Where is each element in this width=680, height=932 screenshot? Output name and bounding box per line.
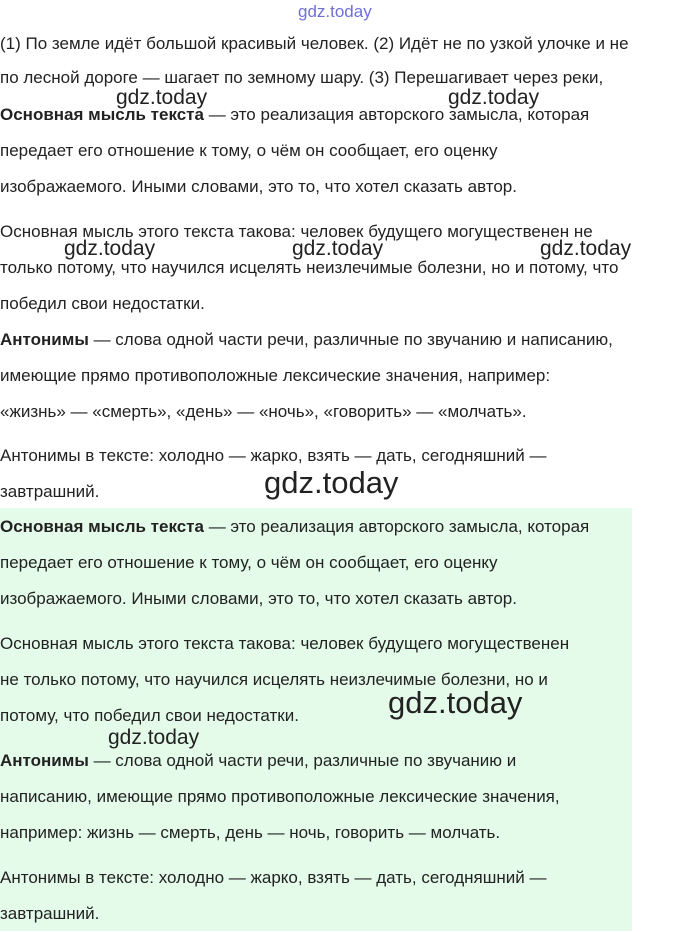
site-watermark: gdz.today [64, 237, 156, 260]
antonyms-definition-line: написанию, имеющие прямо противоположные лексические значения, [0, 787, 560, 806]
antonyms-line: Антонимы в тексте: холодно — жарко, взять — дать, сегодняшний — [0, 868, 547, 887]
site-watermark: gdz.today [540, 237, 632, 260]
source-text-line: (1) По земле идёт большой красивый человек. (2) Идёт не по узкой улочке и не [0, 34, 629, 53]
site-watermark: gdz.today [292, 237, 384, 260]
antonyms-definition [0, 743, 560, 851]
main-idea-definition [0, 97, 589, 205]
antonyms-definition [0, 322, 613, 430]
main-idea-line: Основная мысль этого текста такова: человек будущего могущественен [0, 634, 570, 653]
main-idea-line: Основная мысль этого текста такова: человек будущего могущественен не [0, 222, 593, 241]
antonyms-line: завтрашний. [0, 904, 100, 923]
antonyms-term: Антонимы [0, 330, 89, 349]
antonyms-definition-line: имеющие прямо противоположные лексические значения, например: [0, 366, 551, 385]
site-watermark: gdz.today [264, 465, 399, 500]
main-idea-line: только потому, что научился исцелять неизлечимые болезни, но и потому, что [0, 258, 619, 277]
main-idea-term: Основная мысль текста [0, 105, 204, 124]
antonyms-definition-text: — слова одной части речи, различные по звучанию и написанию, [88, 330, 613, 349]
main-idea-definition-text: — это реализация авторского замысла, которая [203, 517, 590, 536]
main-idea-definition [0, 509, 589, 617]
source-text [0, 27, 629, 95]
antonyms-definition-text: — слова одной части речи, различные по звучанию и [88, 751, 517, 770]
main-idea-definition-line: изображаемого. Иными словами, это то, что хотел сказать автор. [0, 177, 517, 196]
main-idea-definition-line: передает его отношение к тому, о чём он сообщает, его оценку [0, 553, 498, 572]
main-idea-line: не только потому, что научился исцелять неизлечимые болезни, но и [0, 670, 548, 689]
site-watermark: gdz.today [116, 86, 208, 109]
antonyms-line: завтрашний. [0, 482, 100, 501]
antonyms-text [0, 860, 546, 932]
main-idea-definition-line: передает его отношение к тому, о чём он сообщает, его оценку [0, 141, 498, 160]
antonyms-definition-line: например: жизнь — смерть, день — ночь, говорить — молчать. [0, 823, 501, 842]
antonyms-line: Антонимы в тексте: холодно — жарко, взять — дать, сегодняшний — [0, 446, 547, 465]
main-idea-line: победил свои недостатки. [0, 294, 205, 313]
main-idea-text [0, 214, 618, 322]
site-watermark-top: gdz.today [298, 2, 372, 21]
antonyms-definition-line: «жизнь» — «смерть», «день» — «ночь», «говорить» — «молчать». [0, 402, 527, 421]
site-watermark: gdz.today [108, 726, 200, 749]
antonyms-term: Антонимы [0, 751, 89, 770]
main-idea-term: Основная мысль текста [0, 517, 204, 536]
main-idea-line: потому, что победил свои недостатки. [0, 706, 299, 725]
site-watermark: gdz.today [448, 86, 540, 109]
main-idea-definition-line: изображаемого. Иными словами, это то, что хотел сказать автор. [0, 589, 517, 608]
site-watermark: gdz.today [388, 685, 523, 720]
main-idea-definition-text: — это реализация авторского замысла, которая [203, 105, 590, 124]
source-text-line: по лесной дороге — шагает по земному шару. (3) Перешагивает через реки, [0, 68, 604, 87]
